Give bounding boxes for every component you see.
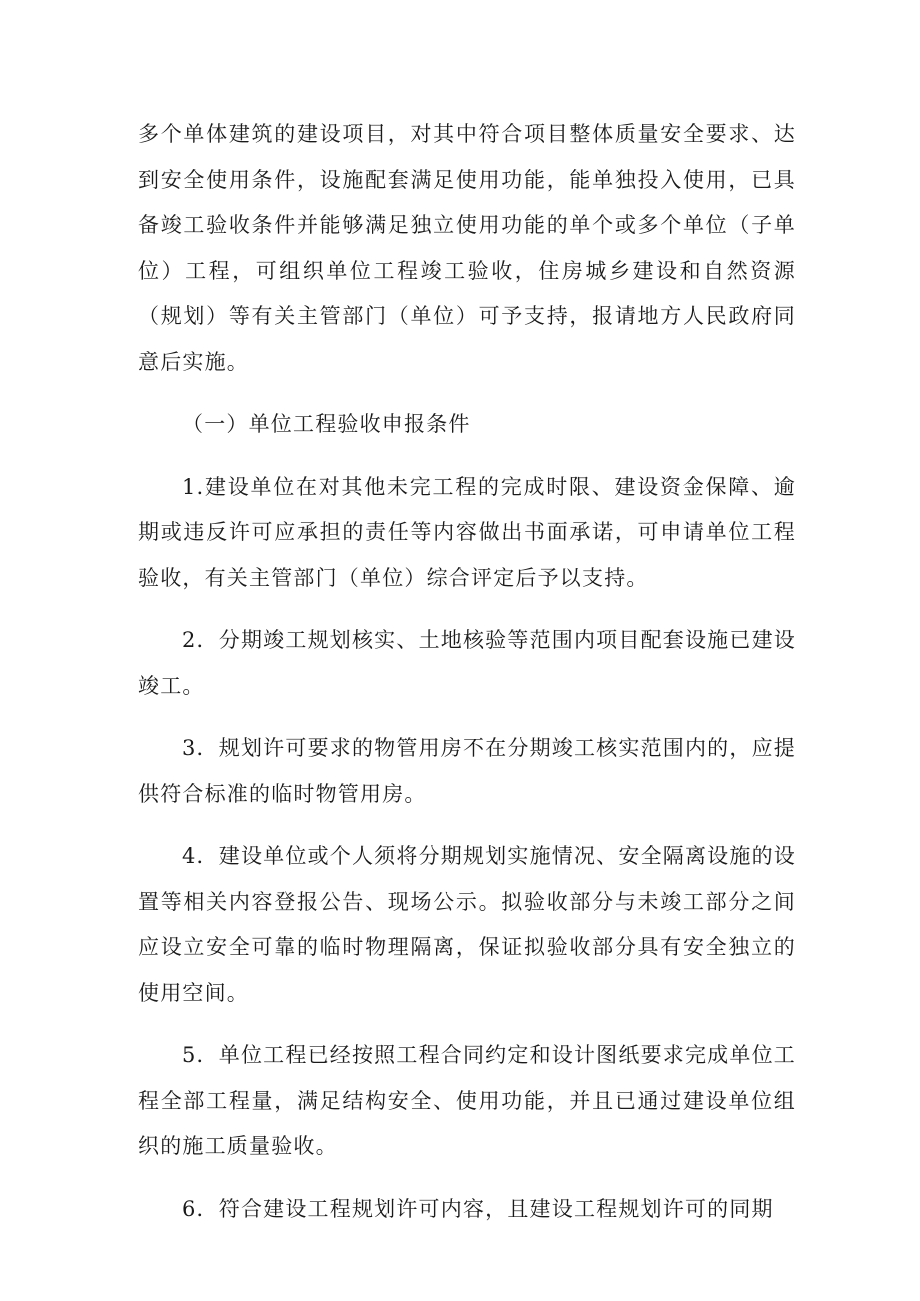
list-item-6: 6．符合建设工程规划许可内容，且建设工程规划许可的同期 — [182, 1196, 774, 1221]
document-page — [138, 112, 796, 1249]
list-item-4: 4．建设单位或个人须将分期规划实施情况、安全隔离设施的设置等相关内容登报公告、现场公示。拟验收部分与未竣工部分之间应设立安全可靠的临时物理隔离，保证拟验收部分具有安全独立的使用空间。 — [138, 844, 796, 1005]
list-item-5: 5．单位工程已经按照工程合同约定和设计图纸要求完成单位工程全部工程量，满足结构安全、使用功能，并且已通过建设单位组织的施工质量验收。 — [138, 1043, 796, 1158]
list-item-3: 3．规划许可要求的物管用房不在分期竣工核实范围内的，应提供符合标准的临时物管用房。 — [138, 736, 796, 806]
paragraph-intro: 多个单体建筑的建设项目，对其中符合项目整体质量安全要求、达到安全使用条件，设施配套满足使用功能，能单独投入使用，已具备竣工验收条件并能够满足独立使用功能的单个或多个单位（子单位）工程，可组织单位工程竣工验收，住房城乡建设和自然资源（规划）等有关主管部门（单位）可予支持，报请地方人民政府同意后实施。 — [138, 122, 796, 374]
list-item-2: 2．分期竣工规划核实、土地核验等范围内项目配套设施已建设竣工。 — [138, 628, 796, 698]
list-item-1: 1.建设单位在对其他未完工程的完成时限、建设资金保障、逾期或违反许可应承担的责任等内容做出书面承诺，可申请单位工程验收，有关主管部门（单位）综合评定后予以支持。 — [138, 474, 796, 590]
section-heading: （一）单位工程验收申报条件 — [182, 412, 471, 436]
